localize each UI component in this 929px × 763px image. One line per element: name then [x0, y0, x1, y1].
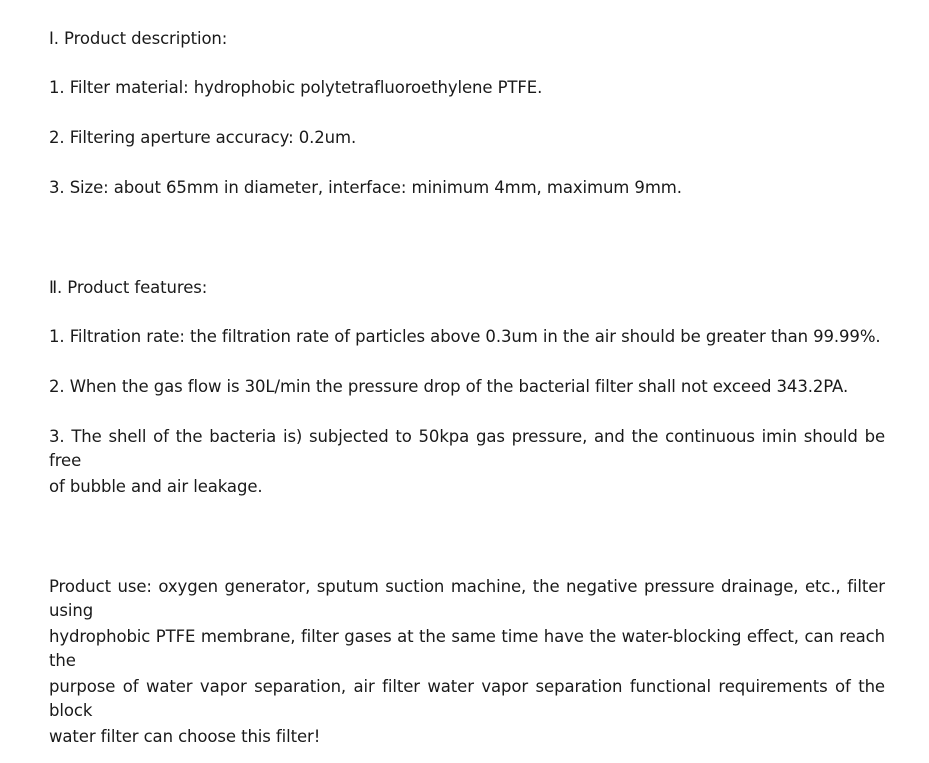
- description-item-filter-material: 1. Filter material: hydrophobic polytetrafluoroethylene PTFE.: [49, 78, 543, 97]
- feature-item-shell-pressure-continued: of bubble and air leakage.: [49, 477, 263, 496]
- feature-item-filtration-rate: 1. Filtration rate: the filtration rate of particles above 0.3um in the air should be greater than 99.99%.: [49, 327, 881, 346]
- product-use-line-2: hydrophobic PTFE membrane, filter gases at the same time have the water-blocking effect, can reach the: [49, 627, 885, 670]
- section-heading-product-description: Ⅰ. Product description:: [49, 29, 228, 48]
- feature-item-shell-pressure: 3. The shell of the bacteria is) subjected to 50kpa gas pressure, and the continuous imin should be free: [49, 427, 885, 470]
- description-item-size: 3. Size: about 65mm in diameter, interface: minimum 4mm, maximum 9mm.: [49, 178, 682, 197]
- description-item-aperture-accuracy: 2. Filtering aperture accuracy: 0.2um.: [49, 128, 357, 147]
- section-heading-product-features: Ⅱ. Product features:: [49, 278, 208, 297]
- product-use-line-4: water filter can choose this filter!: [49, 727, 321, 746]
- feature-item-pressure-drop: 2. When the gas flow is 30L/min the pressure drop of the bacterial filter shall not exceed 343.2PA.: [49, 377, 849, 396]
- product-use-line-3: purpose of water vapor separation, air filter water vapor separation functional requirements of the block: [49, 677, 885, 720]
- product-use-line-1: Product use: oxygen generator, sputum suction machine, the negative pressure drainage, etc., filter using: [49, 577, 885, 620]
